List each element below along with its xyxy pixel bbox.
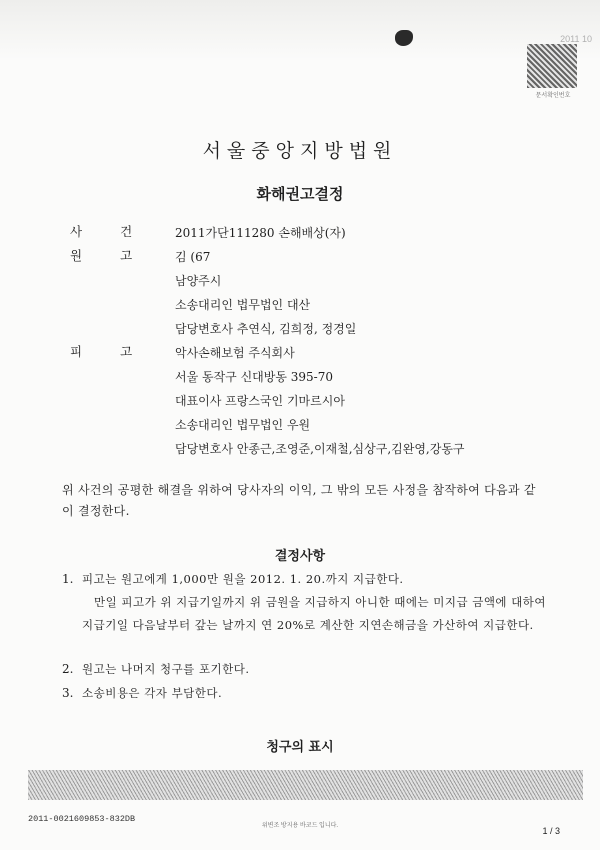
defendant-label: 피고 [70, 344, 171, 359]
item-number: 3. [62, 686, 74, 700]
page-shadow [0, 0, 600, 60]
defendant-attorney-firm: 소송대리인 법무법인 우원 [175, 418, 311, 432]
document-title: 화해권고결정 [256, 185, 344, 203]
document-id: 2011-0021609853-832DB [28, 814, 136, 824]
corner-text: 2011 10 [560, 34, 592, 44]
item-number: 2. [62, 662, 74, 676]
plaintiff-attorney-firm: 소송대리인 법무법인 대산 [175, 298, 311, 312]
decision-title: 결정사항 [274, 549, 326, 564]
plaintiff-name: 김 (67 [175, 250, 211, 264]
barcode-note: 위변조 방지용 바코드 입니다. [261, 823, 339, 829]
plaintiff-attorneys: 담당변호사 추연식, 김희정, 정경일 [175, 322, 357, 336]
plaintiff-address: 남양주시 [175, 274, 222, 288]
item-number: 1. [62, 572, 74, 586]
case-number: 2011가단111280 손해배상(자) [175, 226, 346, 240]
defendant-name: 악사손해보험 주식회사 [175, 346, 295, 360]
court-name: 서울중앙지방법원 [202, 140, 398, 162]
claim-title: 청구의 표시 [266, 740, 334, 755]
qr-caption: 문서확인번호 [535, 93, 571, 99]
decision-item-2: 원고는 나머지 청구를 포기한다. [82, 662, 250, 676]
case-label: 사건 [70, 224, 171, 239]
defendant-ceo: 대표이사 프랑스국인 기마르시아 [175, 394, 345, 408]
defendant-address: 서울 동작구 신대방동 395-70 [175, 370, 334, 384]
plaintiff-label: 원고 [70, 248, 171, 263]
defendant-attorneys: 담당변호사 안종근,조영준,이재철,심상구,김완영,강동구 [175, 442, 465, 456]
intro-paragraph: 위 사건의 공평한 해결을 위하여 당사자의 이익, 그 밖의 모든 사정을 참작하여 다음과 같이 결정한다. [62, 483, 536, 518]
decision-item-1-detail: 만일 피고가 위 지급기일까지 위 금원을 지급하지 아니한 때에는 미지급 금액에 대하여 지급기일 다음날부터 갚는 날까지 연 20%로 계산한 지연손해금을 가산하여 지급한다. [82, 595, 547, 632]
page-number: 1 / 3 [542, 826, 560, 836]
qr-code [527, 44, 577, 88]
decision-item-3: 소송비용은 각자 부담한다. [82, 686, 223, 700]
security-barcode [28, 770, 583, 800]
decision-item-1: 피고는 원고에게 1,000만 원을 2012. 1. 20.까지 지급한다. [82, 572, 404, 586]
